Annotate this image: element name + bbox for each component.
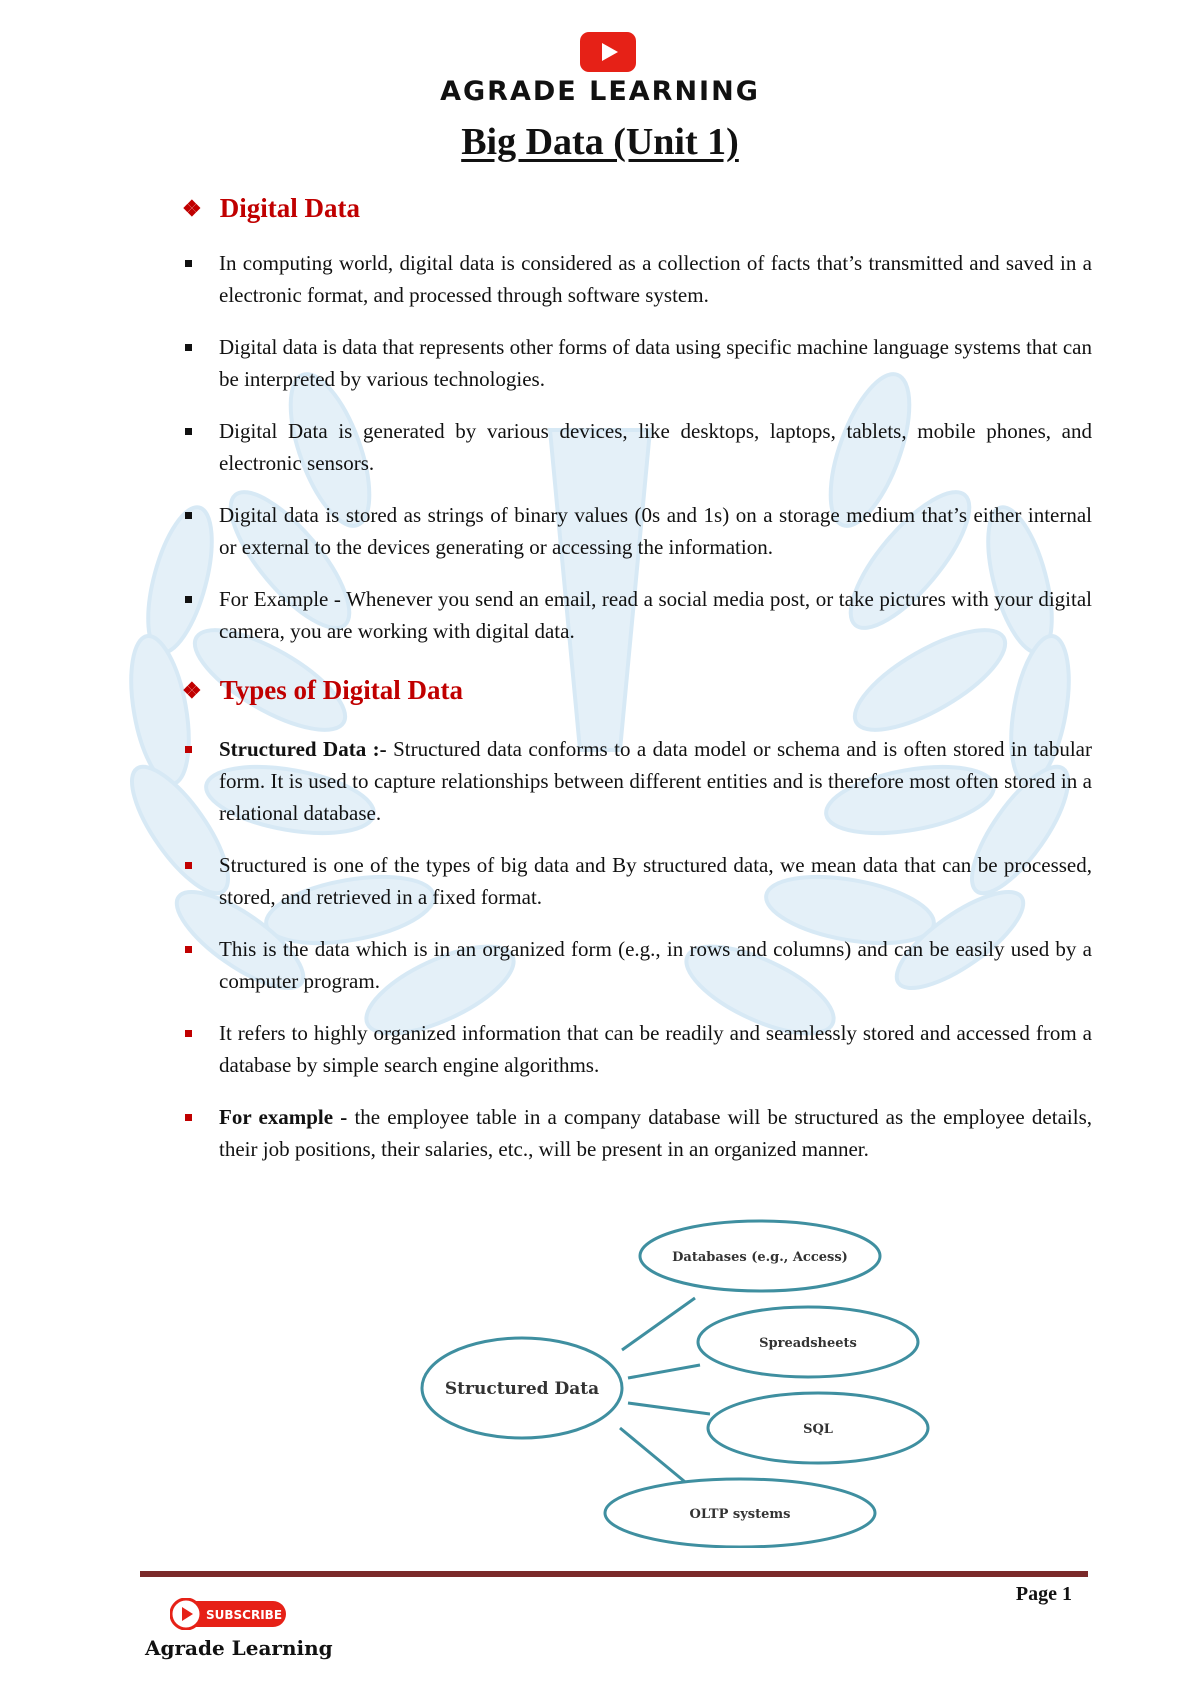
section-heading-digital-data xyxy=(182,193,360,224)
square-bullet-icon xyxy=(185,260,192,267)
square-bullet-icon xyxy=(185,946,192,953)
section-heading-label: Digital Data xyxy=(219,193,360,223)
list-item xyxy=(182,415,1092,479)
brand-name: AGRADE LEARNING xyxy=(440,76,760,107)
square-bullet-icon xyxy=(185,596,192,603)
list-item-text: Digital Data is generated by various devices, like desktops, laptops, tablets, mobile phones, and electronic sensors. xyxy=(219,419,1092,475)
square-bullet-icon xyxy=(185,862,192,869)
list-item-text: the employee table in a company database will be structured as the employee details, their job positions, their salaries, etc., will be present in an organized manner. xyxy=(219,1105,1092,1161)
subscribe-button[interactable] xyxy=(170,1598,288,1630)
node-label: SQL xyxy=(803,1422,833,1437)
list-item-bold: Structured Data :- xyxy=(219,737,387,761)
list-item-text: It refers to highly organized information that can be readily and seamlessly stored and accessed from a database by simple search engine algorithms. xyxy=(219,1021,1092,1077)
digital-data-list xyxy=(182,247,1092,667)
connector-line xyxy=(622,1298,695,1350)
list-item-bold: For example - xyxy=(219,1105,348,1129)
square-bullet-icon xyxy=(185,1114,192,1121)
list-item xyxy=(182,499,1092,563)
list-item xyxy=(182,1101,1092,1165)
section-heading-label: Types of Digital Data xyxy=(219,675,463,705)
list-item xyxy=(182,1017,1092,1081)
node-label: Databases (e.g., Access) xyxy=(672,1250,848,1265)
center-node-label: Structured Data xyxy=(444,1379,600,1399)
list-item xyxy=(182,583,1092,647)
connector-line xyxy=(628,1403,710,1414)
page-title: Big Data (Unit 1) xyxy=(461,121,739,163)
list-item-text: Structured data conforms to a data model or schema and is often stored in tabular form. It is used to capture relationships between different entities and is therefore most often stored in a relational database. xyxy=(219,737,1092,825)
subscribe-label: SUBSCRIBE xyxy=(205,1608,283,1622)
footer-brand: Agrade Learning xyxy=(145,1636,333,1660)
list-item-text: Digital data is stored as strings of binary values (0s and 1s) on a storage medium that’s either internal or external to the devices generating or accessing the information. xyxy=(219,503,1092,559)
structured-data-diagram xyxy=(400,1218,940,1548)
square-bullet-icon xyxy=(185,428,192,435)
list-item xyxy=(182,733,1092,829)
connector-line xyxy=(620,1428,690,1486)
list-item-text: This is the data which is in an organized form (e.g., in rows and columns) and can be easily used by a computer program. xyxy=(219,937,1092,993)
node-label: OLTP systems xyxy=(689,1507,791,1522)
diamond-bullet-icon: ❖ xyxy=(182,195,202,221)
list-item xyxy=(182,247,1092,311)
list-item-text: Structured is one of the types of big data and By structured data, we mean data that can be processed, stored, and retrieved in a fixed format. xyxy=(219,853,1092,909)
node-label: Spreadsheets xyxy=(759,1336,857,1351)
list-item-text: Digital data is data that represents other forms of data using specific machine language systems that can be interpreted by various technologies. xyxy=(219,335,1092,391)
square-bullet-icon xyxy=(185,344,192,351)
diamond-bullet-icon: ❖ xyxy=(182,677,202,703)
list-item xyxy=(182,933,1092,997)
footer-divider xyxy=(140,1571,1088,1577)
list-item-text: In computing world, digital data is considered as a collection of facts that’s transmitted and saved in a electronic format, and processed through software system. xyxy=(219,251,1092,307)
list-item xyxy=(182,331,1092,395)
list-item xyxy=(182,849,1092,913)
connector-line xyxy=(628,1365,700,1378)
youtube-logo-icon xyxy=(580,32,636,72)
list-item-text: For Example - Whenever you send an email, read a social media post, or take pictures with your digital camera, you are working with digital data. xyxy=(219,587,1092,643)
section-heading-types-of-digital-data xyxy=(182,675,463,706)
square-bullet-icon xyxy=(185,512,192,519)
page-number: Page 1 xyxy=(1015,1583,1072,1605)
square-bullet-icon xyxy=(185,1030,192,1037)
types-of-data-list xyxy=(182,733,1092,1185)
square-bullet-icon xyxy=(185,746,192,753)
